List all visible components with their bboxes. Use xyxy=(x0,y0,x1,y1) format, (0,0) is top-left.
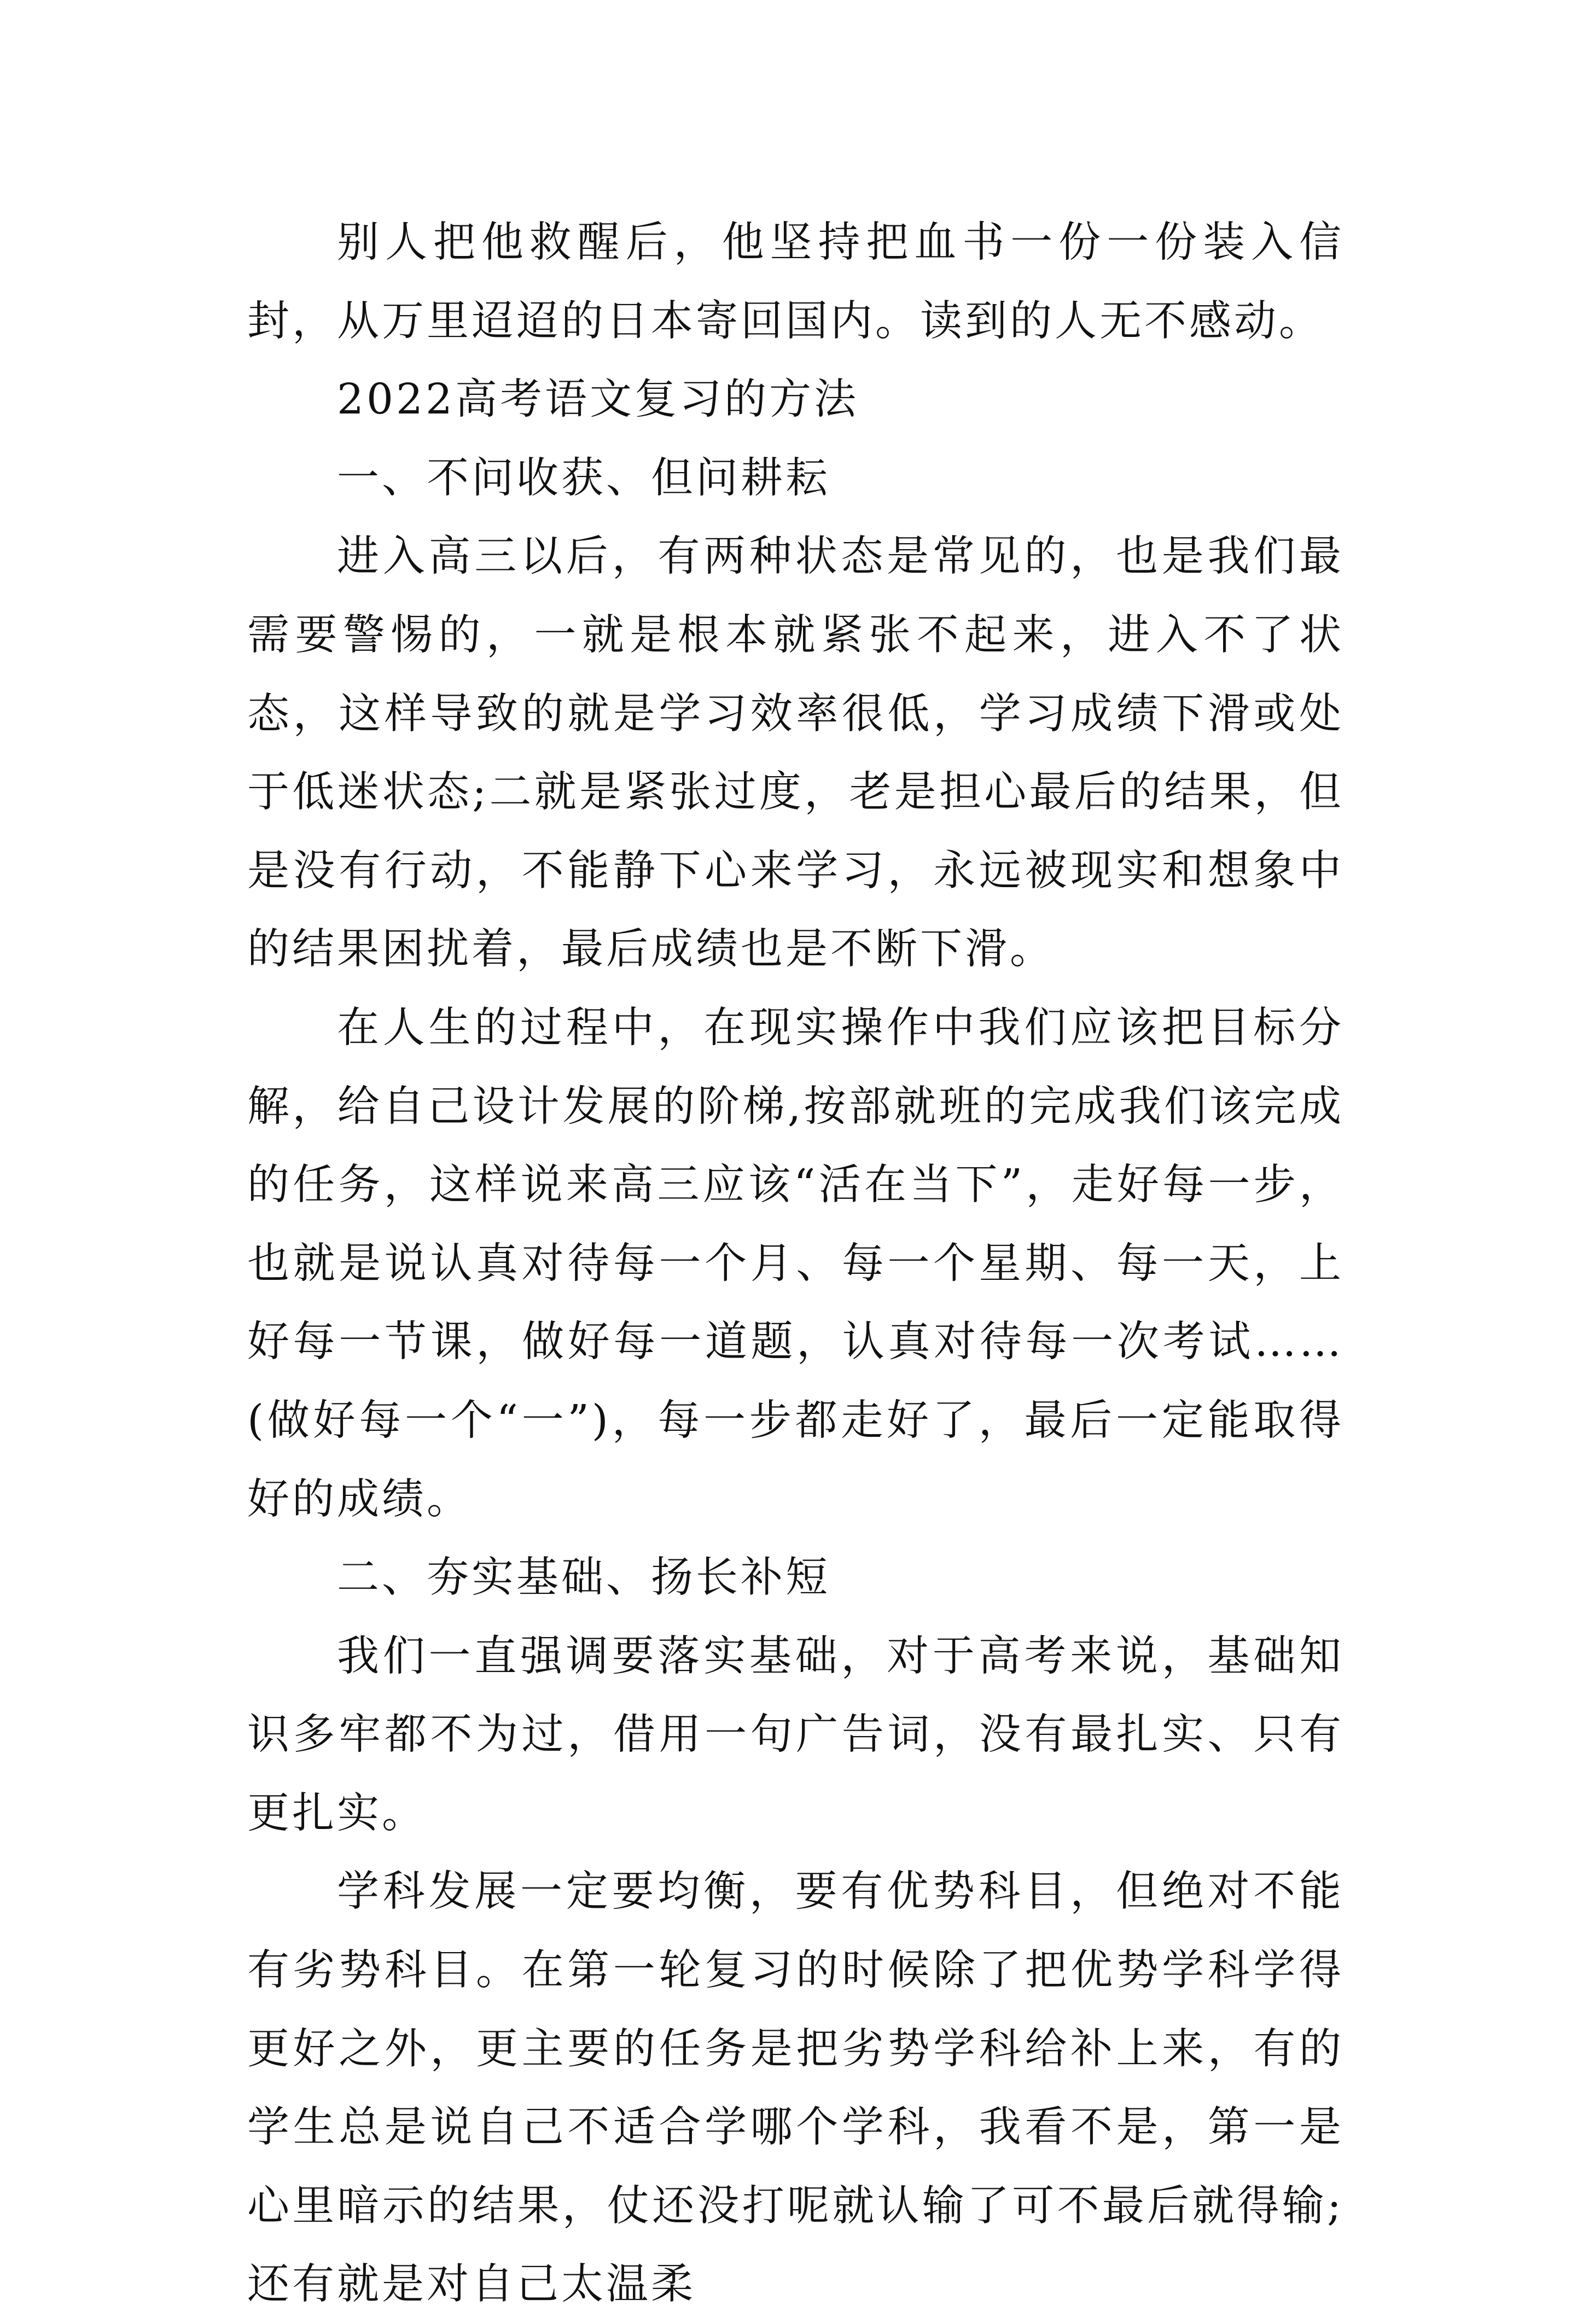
paragraph-solid-foundation: 我们一直强调要落实基础，对于高考来说，基础知识多牢都不为过，借用一句广告词，没有最扎实、只有更扎实。 xyxy=(247,1632,1344,1838)
paragraph-balanced-subjects: 学科发展一定要均衡，要有优势科目，但绝对不能有劣势科目。在第一轮复习的时候除了把优势学科学得更好之外，更主要的任务是把劣势学科给补上来，有的学生总是说自己不适合学哪个学科，我看不是，第一是心里暗示的结果，仗还没打呢就认输了可不最后就得输;还有就是对自己太温柔 xyxy=(247,1867,1344,2309)
document-body xyxy=(247,203,1344,2324)
paragraph-live-in-present: 在人生的过程中，在现实操作中我们应该把目标分解，给自己设计发展的阶梯,按部就班的完成我们该完成的任务，这样说来高三应该“活在当下”，走好每一步，也就是说认真对待每一个月、每一个星期、每一天，上好每一节课，做好每一道题，认真对待每一次考试……(做好每一个“一”)，每一步都走好了，最后一定能取得好的成绩。 xyxy=(247,1003,1344,1524)
heading-part-one: 一、不问收获、但问耕耘 xyxy=(337,453,830,503)
heading-part-two: 二、夯实基础、扬长补短 xyxy=(337,1553,830,1603)
section-title-review-methods: 2022高考语文复习的方法 xyxy=(337,375,859,424)
paragraph-rescue-letters: 别人把他救醒后，他坚持把血书一份一份装入信封，从万里迢迢的日本寄回国内。读到的人无不感动。 xyxy=(247,218,1344,346)
paragraph-senior-states: 进入高三以后，有两种状态是常见的，也是我们最需要警惕的，一就是根本就紧张不起来，进入不了状态，这样导致的就是学习效率很低，学习成绩下滑或处于低迷状态;二就是紧张过度，老是担心最后的结果，但是没有行动，不能静下心来学习，永远被现实和想象中的结果困扰着，最后成绩也是不断下滑。 xyxy=(247,532,1344,974)
